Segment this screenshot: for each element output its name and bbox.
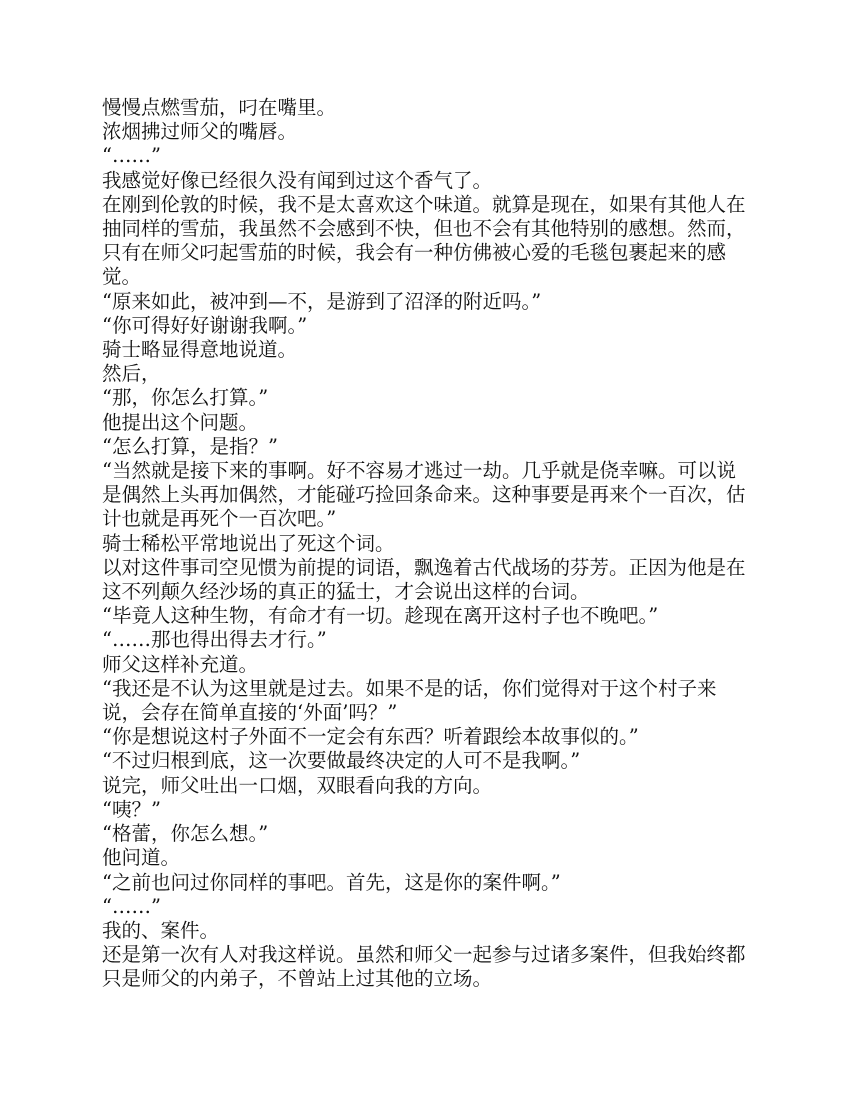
paragraph: 慢慢点燃雪茄，叼在嘴里。 (102, 96, 337, 119)
paragraph: 还是第一次有人对我这样说。虽然和师父一起参与过诸多案件，但我始终都只是师父的内弟子，不曾站上过其他的立场。 (102, 943, 746, 991)
paragraph: “……” (102, 144, 161, 168)
paragraph: “不过归根到底，这一次要做最终决定的人可不是我啊。” (102, 749, 581, 773)
paragraph: 说完，师父吐出一口烟，双眼看向我的方向。 (102, 773, 493, 797)
paragraph: “你可得好好谢谢我啊。” (102, 313, 308, 337)
paragraph: “格蕾，你怎么想。” (102, 822, 269, 846)
paragraph: “咦？” (102, 797, 161, 821)
paragraph: “之前也问过你同样的事吧。首先，这是你的案件啊。” (102, 870, 561, 894)
paragraph: “那，你怎么打算。” (102, 386, 269, 410)
paragraph: 以对这件事司空见惯为前提的词语，飘逸着古代战场的芬芳。正因为他是在这不列颠久经沙场的真正的猛士，才会说出这样的台词。 (102, 555, 746, 604)
paragraph: 他问道。 (102, 846, 181, 870)
paragraph: “原来如此，被冲到—不，是游到了沼泽的附近吗。” (102, 289, 542, 313)
paragraph: “……” (102, 894, 161, 918)
paragraph: “……那也得出得去才行。” (102, 628, 327, 652)
paragraph: 师父这样补充道。 (102, 652, 259, 676)
paragraph: 在刚到伦敦的时候，我不是太喜欢这个味道。就算是现在，如果有其他人在抽同样的雪茄，我虽然不会感到不快，但也不会有其他特别的感想。然而，只有在师父叼起雪茄的时候，我会有一种仿佛被心爱的毛毯包裹起来的感觉。 (102, 192, 746, 289)
paragraph: “我还是不认为这里就是过去。如果不是的话，你们觉得对于这个村子来说，会存在简单直接的‘外面’吗？” (102, 676, 717, 725)
paragraph: 骑士略显得意地说道。 (102, 338, 298, 362)
paragraph: 我的、案件。 (102, 918, 220, 942)
paragraph: 浓烟拂过师父的嘴唇。 (102, 120, 298, 144)
paragraph: 骑士稀松平常地说出了死这个词。 (102, 531, 395, 555)
paragraph: 他提出这个问题。 (102, 410, 259, 434)
paragraph: “当然就是接下来的事啊。好不容易才逃过一劫。几乎就是侥幸嘛。可以说是偶然上头再加偶然，才能碰巧捡回条命来。这种事要是再来个一百次，估计也就是再死个一百次吧。” (102, 459, 746, 531)
paragraph: 我感觉好像已经很久没有闻到过这个香气了。 (102, 168, 493, 192)
paragraph: “你是想说这村子外面不一定会有东西？听着跟绘本故事似的。” (102, 725, 639, 749)
paragraph: “毕竟人这种生物，有命才有一切。趁现在离开这村子也不晚吧。” (102, 604, 659, 628)
paragraph: “怎么打算，是指？” (102, 434, 278, 458)
document-page (102, 96, 750, 992)
paragraph: 然后， (102, 362, 161, 386)
